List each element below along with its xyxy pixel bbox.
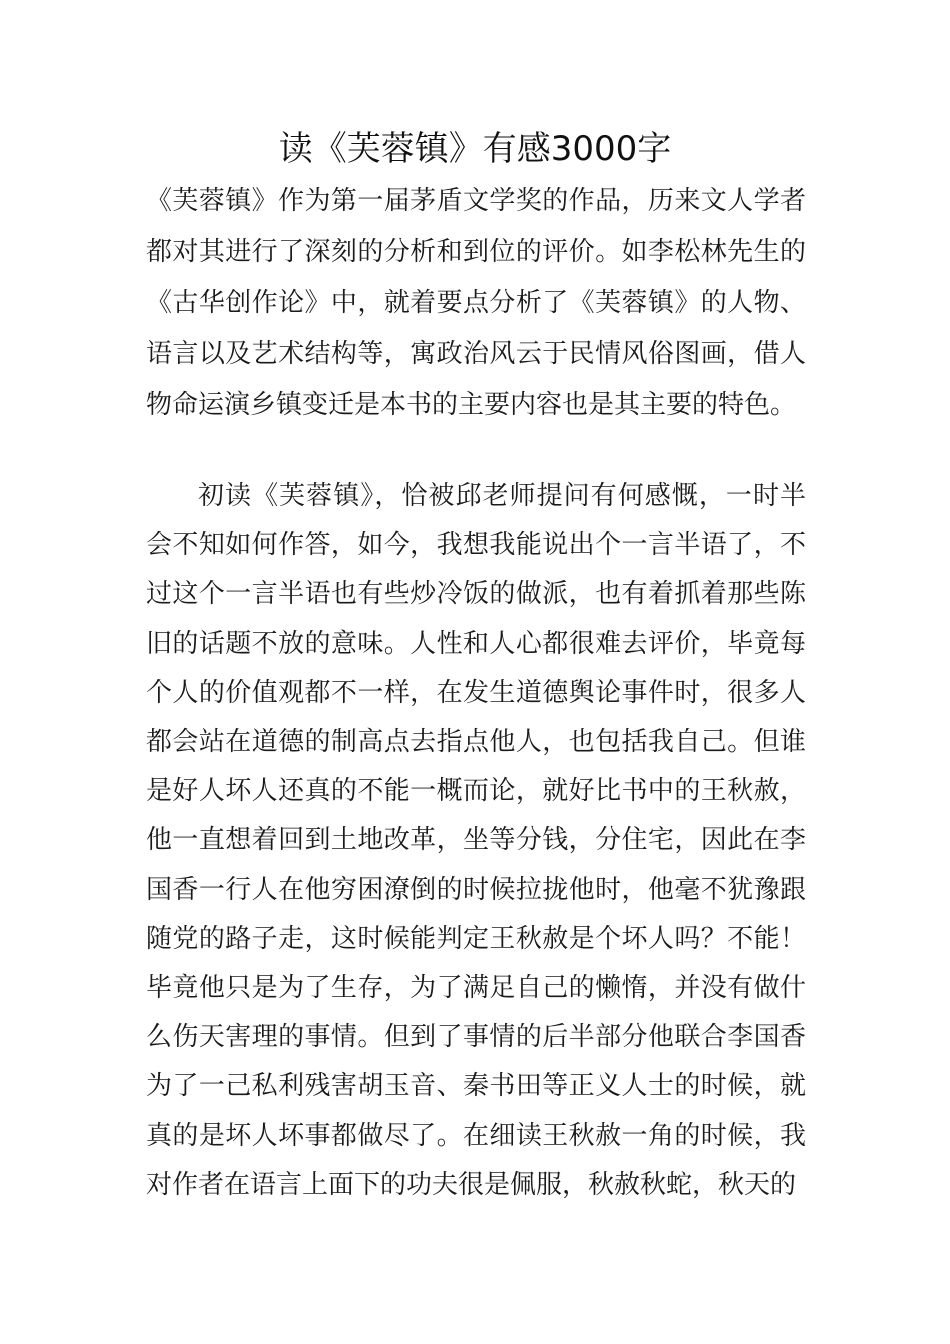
paragraph-intro: 《芙蓉镇》作为第一届茅盾文学奖的作品，历来文人学者都对其进行了深刻的分析和到位的评价。如李松林先生的《古华创作论》中，就着要点分析了《芙蓉镇》的人物、语言以及艺术结构等，寓政治风云于民情风俗图画，借人物命运演乡镇变迁是本书的主要内容也是其主要的特色。	[146, 186, 806, 420]
document-title: 读《芙蓉镇》有感3000字	[278, 129, 672, 169]
paragraph-body: 初读《芙蓉镇》，恰被邱老师提问有何感慨，一时半会不知如何作答，如今，我想我能说出个一言半语了，不过这个一言半语也有些炒冷饭的做派，也有着抓着那些陈旧的话题不放的意味。人性和人心都很难去评价，毕竟每个人的价值观都不一样，在发生道德舆论事件时，很多人都会站在道德的制高点去指点他人，也包括我自己。但谁是好人坏人还真的不能一概而论，就好比书中的王秋赦，他一直想着回到土地改革，坐等分钱，分住宅，因此在李国香一行人在他穷困潦倒的时候拉拢他时，他毫不犹豫跟随党的路子走，这时候能判定王秋赦是个坏人吗？不能！毕竟他只是为了生存，为了满足自己的懒惰，并没有做什么伤天害理的事情。但到了事情的后半部分他联合李国香为了一己私利残害胡玉音、秦书田等正义人士的时候，就真的是坏人坏事都做尽了。在细读王秋赦一角的时候，我对作者在语言上面下的功夫很是佩服，秋赦秋蛇，秋天的	[146, 481, 806, 1200]
